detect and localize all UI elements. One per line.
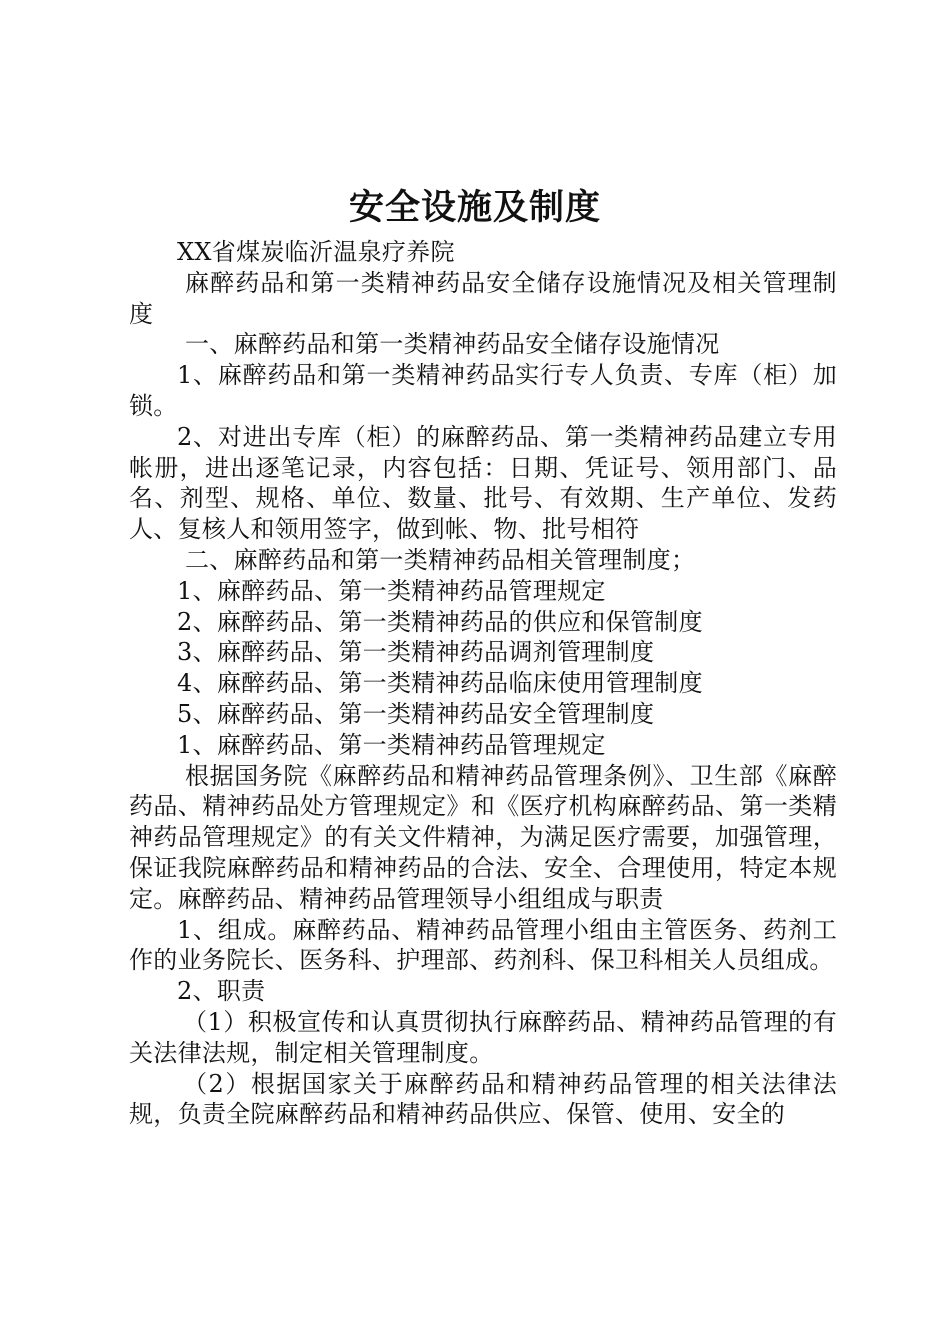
paragraph-body: 1、组成。麻醉药品、精神药品管理小组由主管医务、药剂工作的业务院长、医务科、护理部、药剂科、保卫科相关人员组成。 — [129, 915, 837, 975]
paragraph-item: 4、麻醉药品、第一类精神药品临床使用管理制度 — [177, 669, 703, 698]
paragraph-item: 2、对进出专库（柜）的麻醉药品、第一类精神药品建立专用帐册，进出逐笔记录，内容包括：日期、凭证号、领用部门、品名、剂型、规格、单位、数量、批号、有效期、生产单位、发药人、复核人和领用签字，做到帐、物、批号相符 — [129, 422, 837, 544]
paragraph-section-1-heading: 一、麻醉药品和第一类精神药品安全储存设施情况 — [185, 330, 720, 359]
paragraph-subtitle: 麻醉药品和第一类精神药品安全储存设施情况及相关管理制度 — [129, 268, 837, 328]
paragraph-item: 2、职责 — [177, 977, 266, 1006]
paragraph-item: 1、麻醉药品、第一类精神药品管理规定 — [177, 730, 606, 759]
paragraph-institution: XX省煤炭临沂温泉疗养院 — [177, 238, 455, 266]
paragraph-body: （1）积极宣传和认真贯彻执行麻醉药品、精神药品管理的有关法律法规，制定相关管理制度。 — [129, 1007, 837, 1067]
paragraph-section-2-heading: 二、麻醉药品和第一类精神药品相关管理制度； — [185, 545, 696, 574]
document-title: 安全设施及制度 — [348, 187, 601, 228]
paragraph-body: （2）根据国家关于麻醉药品和精神药品管理的相关法律法规，负责全院麻醉药品和精神药品供应、保管、使用、安全的 — [129, 1069, 837, 1129]
paragraph-item: 2、麻醉药品、第一类精神药品的供应和保管制度 — [177, 607, 703, 636]
paragraph-item: 1、麻醉药品、第一类精神药品管理规定 — [177, 576, 606, 605]
paragraph-item: 3、麻醉药品、第一类精神药品调剂管理制度 — [177, 638, 655, 667]
paragraph-item: 5、麻醉药品、第一类精神药品安全管理制度 — [177, 699, 655, 728]
paragraph-body: 根据国务院《麻醉药品和精神药品管理条例》、卫生部《麻醉药品、精神药品处方管理规定》和《医疗机构麻醉药品、第一类精神药品管理规定》的有关文件精神，为满足医疗需要，加强管理，保证我院麻醉药品和精神药品的合法、安全、合理使用，特定本规定。麻醉药品、精神药品管理领导小组组成与职责 — [129, 761, 837, 913]
paragraph-item: 1、麻醉药品和第一类精神药品实行专人负责、专库（柜）加锁。 — [129, 361, 837, 420]
document-body — [129, 237, 837, 1130]
